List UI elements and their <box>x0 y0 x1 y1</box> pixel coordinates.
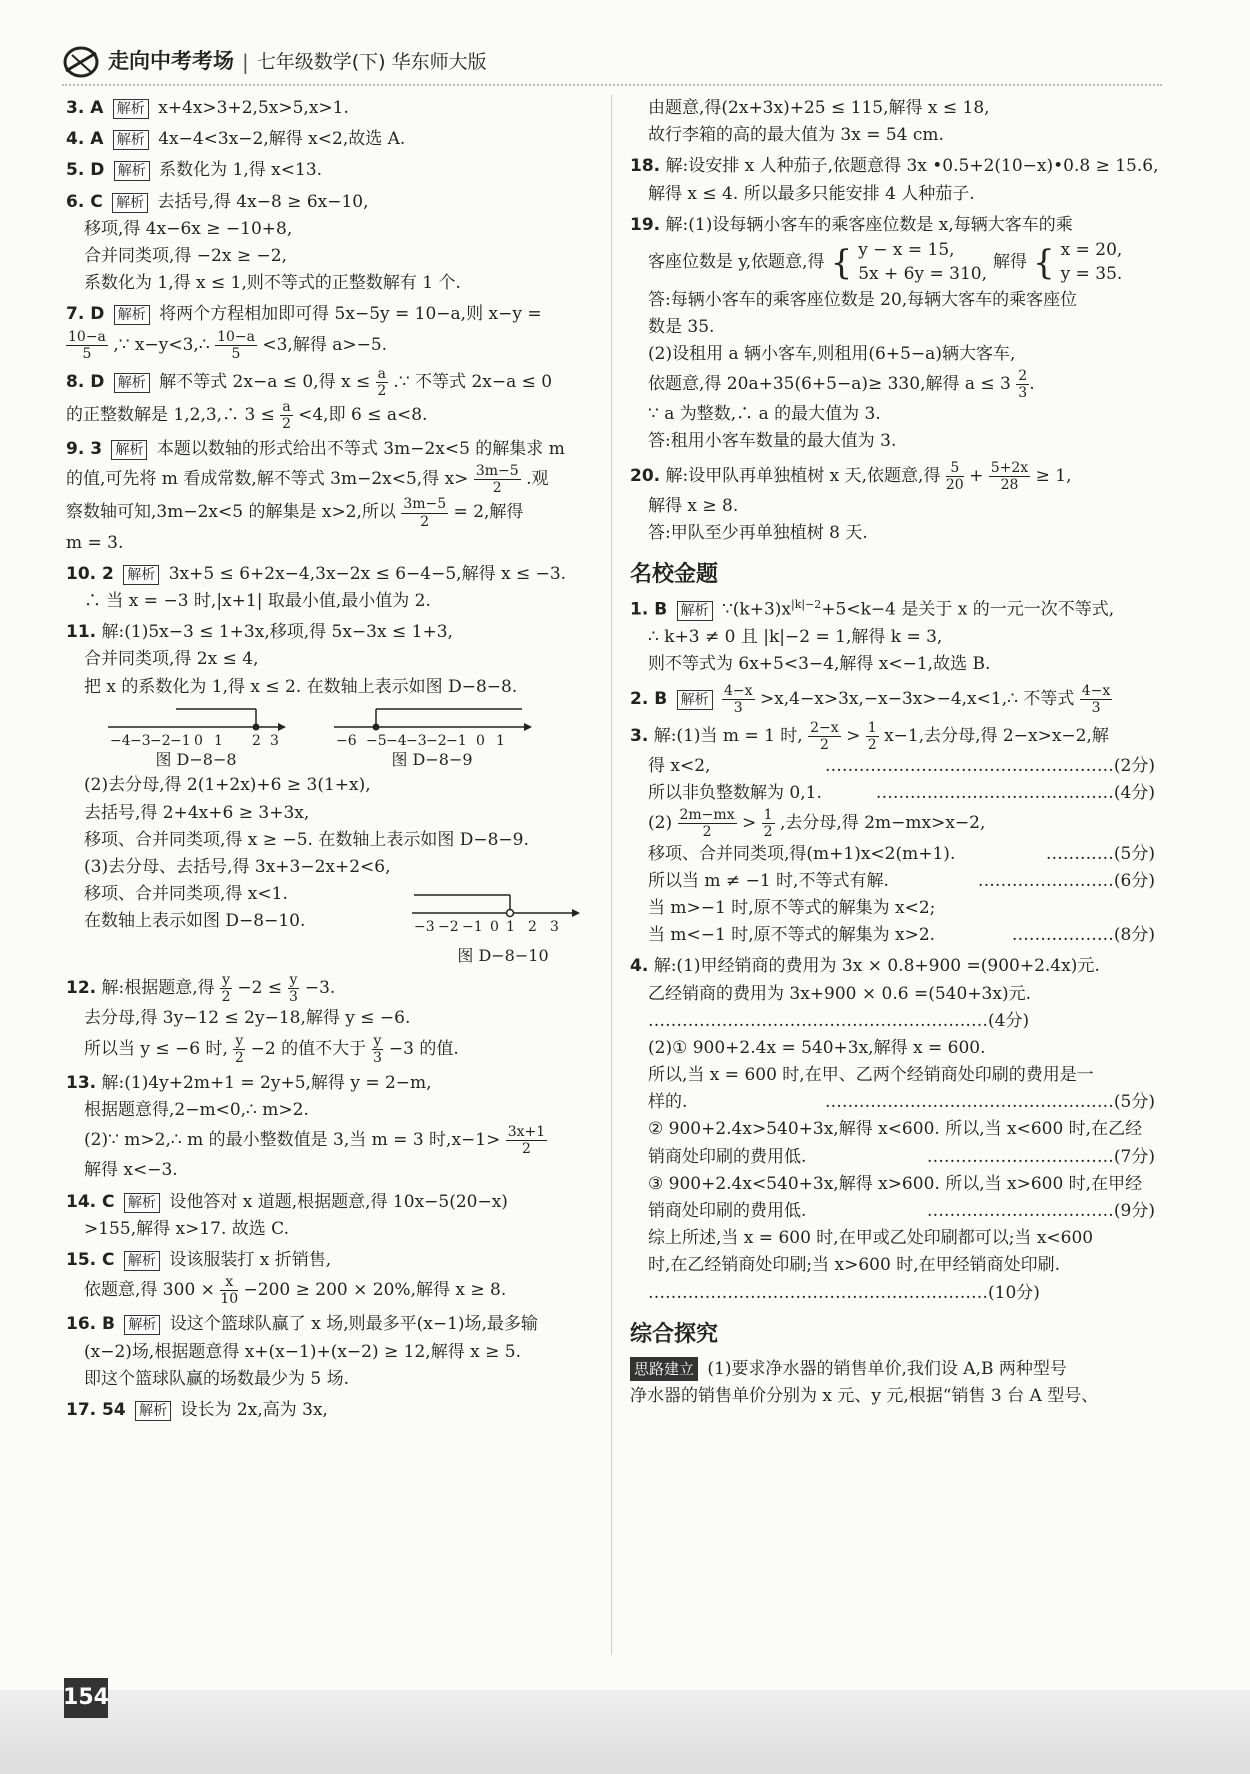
answer-line: 净水器的销售单价分别为 x 元、y 元,根据“销售 3 台 A 型号、 <box>630 1386 1099 1407</box>
answer-line: 解:设安排 x 人种茄子,依题意得 3x •0.5+2(10−x)•0.8 ≥ 15.6, <box>665 156 1159 177</box>
answer-6 <box>66 189 596 298</box>
gold-answer-3 <box>630 720 1155 950</box>
answer-text: x−1,去分母,得 2−x>x−2,解 <box>884 725 1109 746</box>
answer-text: >x,4−x>3x,−x−3x>−4,x<1,∴ 不等式 <box>759 688 1075 709</box>
answer-8 <box>66 366 596 432</box>
column-divider <box>611 95 612 1655</box>
answer-line: 解得 x ≥ 8. <box>648 495 739 516</box>
answer-number: 10. 2 <box>66 563 114 584</box>
answer-text: (2)∵ m>2,∴ m 的最小整数值是 3,当 m = 3 时,x−1> <box>84 1130 501 1151</box>
fraction: $\frac{a}{2}$ <box>282 398 291 432</box>
answer-20 <box>630 460 1155 548</box>
tick-label: −1 <box>462 919 483 934</box>
answer-number: 11. <box>66 622 97 643</box>
answer-line: m = 3. <box>66 532 124 553</box>
jiexi-tag: 解析 <box>111 440 147 460</box>
answer-text: 解:根据题意,得 <box>101 978 215 999</box>
tick-label: −2 <box>426 732 447 747</box>
answer-text: ∵(k+3)x <box>721 600 792 621</box>
answer-line: 设长为 2x,高为 3x, <box>180 1399 328 1420</box>
answer-text: <3,解得 a>−5. <box>262 334 388 355</box>
page-number: 154 <box>64 1678 108 1718</box>
answer-number: 18. <box>630 156 661 177</box>
answer-number: 2. B <box>630 688 668 709</box>
exponent: |k|−2 <box>791 598 822 612</box>
answer-number: 1. B <box>630 600 668 621</box>
answer-text: ,去分母,得 2m−mx>x−2, <box>779 813 986 834</box>
left-column <box>66 95 596 1428</box>
tick-label: −5 <box>366 732 387 747</box>
answer-line: 去括号,得 2+4x+6 ≥ 3+3x, <box>84 802 310 823</box>
answer-line: 合并同类项,得 2x ≤ 4, <box>84 649 259 670</box>
answer-11 <box>66 619 596 968</box>
answer-text: −200 ≥ 200 × 20%,解得 x ≥ 8. <box>243 1280 507 1301</box>
score-mark: ……………………………………(4分) <box>875 783 1155 804</box>
fraction: $\frac{3m-5}{2}$ <box>403 496 447 530</box>
answer-16 <box>66 1311 596 1393</box>
answer-line: 本题以数轴的形式给出不等式 3m−2x<5 的解集求 m <box>156 439 565 460</box>
answer-line: ③ 900+2.4x<540+3x,解得 x>600. 所以,当 x>600 时,在甲经 <box>648 1173 1143 1194</box>
tick-label: −3 <box>130 732 151 747</box>
answer-line: (2)① 900+2.4x = 540+3x,解得 x = 600. <box>648 1037 986 1058</box>
fraction: $\frac{a}{2}$ <box>377 365 387 399</box>
answer-text: −3. <box>304 978 336 999</box>
answer-line: 设该服装打 x 折销售, <box>169 1249 332 1270</box>
answer-text: 的正整数解是 1,2,3,∴ 3 ≤ <box>66 404 275 425</box>
answer-text: .观 <box>526 469 549 490</box>
answer-text: 系数化为 1,得 x<13. <box>159 160 323 181</box>
answer-text: 依题意,得 300 × <box>84 1280 215 1301</box>
section-title-mingxiao: 名校金题 <box>630 562 719 588</box>
answer-line: 把 x 的系数化为 1,得 x ≤ 2. 在数轴上表示如图 D−8−8. <box>84 676 518 697</box>
answer-text: 移项、合并同类项,得(m+1)x<2(m+1). <box>648 843 956 864</box>
equation-system: y − x = 15, 5x + 6y = 310, <box>858 239 987 284</box>
answer-text: −3 的值. <box>388 1038 459 1059</box>
score-mark: …………(5分) <box>1045 843 1155 864</box>
fraction: $\frac{3x+1}{2}$ <box>507 1124 546 1158</box>
score-line: ……………………………………………………(4分) <box>648 1010 1030 1031</box>
jiexi-tag: 解析 <box>123 565 159 585</box>
jiexi-tag: 解析 <box>113 99 149 119</box>
answer-line: 移项、合并同类项,得 x ≥ −5. 在数轴上表示如图 D−8−9. <box>84 829 529 850</box>
answer-number: 6. C <box>66 191 103 212</box>
answer-line: 则不等式为 6x+5<3−4,解得 x<−1,故选 B. <box>648 654 991 675</box>
answer-line: 答:每辆小客车的乘客座位数是 20,每辆大客车的乘客座位 <box>648 289 1078 310</box>
answer-13 <box>66 1070 596 1185</box>
gold-answer-1 <box>630 596 1155 678</box>
answer-line: 设这个篮球队赢了 x 场,则最多平(x−1)场,最多输 <box>169 1314 538 1335</box>
answer-number: 8. D <box>66 371 105 392</box>
jiexi-tag: 解析 <box>113 130 149 150</box>
answer-number: 16. B <box>66 1314 115 1335</box>
answer-text: > <box>846 725 861 746</box>
answer-line: 将两个方程相加即可得 5x−5y = 10−a,则 x−y = <box>159 304 542 325</box>
answer-text: 解:(1)当 m = 1 时, <box>653 725 803 746</box>
answer-19: 19. 解:(1)设每辆小客车的乘客座位数是 x,每辆大客车的乘 客座位数是 y,依题意,得 { y − x = 15, 5x + 6y = 310, 解得 { x = 20, y = 35. 答:每辆小客车的乘客座位数是 20,每辆大客车的乘客座位 数是 35. (2)设租用 a 辆小客车,则租用(6+5−a)辆大客车, 依题意,得 20a+35(6+5−a)≥ 330,解得 a ≤ 3 $\frac{2}{3}$ . ∵ a 为整数,∴ a 的最大值为 3. 答:租用小客车数量的最大值为 3. <box>630 212 1155 456</box>
brand-name: 走向中考考场 <box>108 49 234 74</box>
answer-line: 3x+5 ≤ 6+2x−4,3x−2x ≤ 6−4−5,解得 x ≤ −3. <box>168 563 567 584</box>
tick-label: −4 <box>386 732 407 747</box>
tick-label: 2 <box>252 732 261 747</box>
figure-d-8-10 <box>410 891 596 968</box>
answer-text: +5<k−4 是关于 x 的一元一次不等式, <box>821 600 1115 621</box>
tick-label: 1 <box>496 732 505 747</box>
fraction: $\frac{y}{3}$ <box>289 972 298 1006</box>
answer-number: 19. <box>630 214 661 235</box>
answer-line: 数是 35. <box>648 316 715 337</box>
answer-text: .∵ 不等式 2x−a ≤ 0 <box>393 371 553 392</box>
fraction: $\frac{x}{10}$ <box>220 1274 239 1308</box>
answer-line: 综上所述,当 x = 600 时,在甲或乙处印刷都可以;当 x<600 <box>648 1228 1094 1249</box>
score-mark: ………………(8分) <box>1011 925 1155 946</box>
answer-5 <box>66 157 596 184</box>
answer-line: 去分母,得 3y−12 ≤ 2y−18,解得 y ≤ −6. <box>84 1008 411 1029</box>
answer-line: 解得 x ≤ 4. 所以最多只能安排 4 人种茄子. <box>648 183 975 204</box>
answer-line: 解:(1)4y+2m+1 = 2y+5,解得 y = 2−m, <box>101 1072 432 1093</box>
answer-3 <box>66 95 596 122</box>
answer-17-continued <box>630 95 1155 149</box>
answer-line: 时,在乙经销商处印刷;当 x>600 时,在甲经销商处印刷. <box>648 1255 1061 1276</box>
answer-text: > <box>742 813 757 834</box>
number-line-d-8-8 <box>106 705 286 747</box>
answer-text: 所以当 y ≤ −6 时, <box>84 1038 228 1059</box>
answer-text: 察数轴可知,3m−2x<5 的解集是 x>2,所以 <box>66 502 396 523</box>
answer-line: (3)去分母、去括号,得 3x+3−2x+2<6, <box>84 856 391 877</box>
answer-15 <box>66 1247 596 1307</box>
logo-icon <box>62 45 100 79</box>
answer-number: 9. 3 <box>66 439 103 460</box>
fraction: $\frac{2m-mx}{2}$ <box>679 807 735 841</box>
score-line: ……………………………………………………(10分) <box>648 1282 1040 1303</box>
answer-line: 所以,当 x = 600 时,在甲、乙两个经销商处印刷的费用是一 <box>648 1065 1094 1086</box>
answer-line: 解得 x<−3. <box>84 1160 178 1181</box>
answer-line: (2)设租用 a 辆小客车,则租用(6+5−a)辆大客车, <box>648 343 1016 364</box>
solution-system: x = 20, y = 35. <box>1060 239 1123 284</box>
answer-12 <box>66 972 596 1066</box>
fraction: $\frac{y}{3}$ <box>373 1032 382 1066</box>
answer-text: 的值,可先将 m 看成常数,解不等式 3m−2x<5,得 x> <box>66 469 469 490</box>
answer-number: 3. <box>630 725 649 746</box>
answer-17 <box>66 1397 596 1424</box>
tick-label: 1 <box>506 919 515 934</box>
tick-label: −1 <box>446 732 467 747</box>
answer-text: 解:设甲队再单独植树 x 天,依题意,得 <box>665 465 941 486</box>
thinking-hint <box>630 1356 1155 1410</box>
fraction: $\frac{5+2x}{28}$ <box>990 459 1029 493</box>
answer-line: 由题意,得(2x+3x)+25 ≤ 115,解得 x ≤ 18, <box>648 98 990 118</box>
answer-line: (2)去分母,得 2(1+2x)+6 ≥ 3(1+x), <box>84 775 371 796</box>
figure-caption: 图 D−8−8 <box>155 749 237 769</box>
answer-text: (2) <box>648 813 673 834</box>
footer-band <box>0 1690 1250 1774</box>
answer-number: 13. <box>66 1072 97 1093</box>
fraction: $\frac{y}{2}$ <box>234 1032 244 1066</box>
number-line-d-8-10 <box>410 891 580 933</box>
tick-label: −2 <box>150 732 171 747</box>
score-mark: ……………………………………………(2分) <box>824 756 1155 776</box>
header-separator: | <box>242 50 249 74</box>
answer-line: ∴ k+3 ≠ 0 且 |k|−2 = 1,解得 k = 3, <box>648 627 943 648</box>
fraction: $\frac{y}{2}$ <box>221 972 231 1006</box>
tick-label: 3 <box>270 732 279 747</box>
jiexi-tag: 解析 <box>114 305 150 325</box>
tick-label: −1 <box>170 732 191 747</box>
answer-line: 合并同类项,得 −2x ≥ −2, <box>84 245 287 266</box>
answer-line: 在数轴上表示如图 D−8−10. <box>84 911 306 932</box>
answer-4 <box>66 126 596 153</box>
tick-label: 2 <box>528 919 537 934</box>
jiexi-tag: 解析 <box>124 1251 160 1271</box>
answer-number: 14. C <box>66 1191 115 1212</box>
answer-text: 所以当 m ≠ −1 时,不等式有解. <box>648 870 889 891</box>
tick-label: 0 <box>194 732 203 747</box>
fraction: $\frac{4-x}{3}$ <box>1081 682 1111 716</box>
gold-answer-2 <box>630 683 1155 716</box>
answer-7 <box>66 301 596 361</box>
jiexi-tag: 解析 <box>112 193 148 213</box>
score-mark: ……………………………(9分) <box>926 1201 1155 1221</box>
right-column <box>630 95 1159 1414</box>
answer-text: 样的. <box>648 1092 688 1113</box>
fraction: $\frac{10-a}{5}$ <box>68 328 106 362</box>
brace-icon: { <box>1032 242 1055 283</box>
figure-d-8-8 <box>106 705 286 773</box>
answer-line: 答:租用小客车数量的最大值为 3. <box>648 431 897 452</box>
figure-d-8-9 <box>332 705 532 773</box>
score-mark: ……………………………(7分) <box>926 1146 1155 1167</box>
answer-line: ② 900+2.4x>540+3x,解得 x<600. 所以,当 x<600 时,在乙经 <box>648 1119 1143 1140</box>
fraction: $\frac{1}{2}$ <box>867 719 877 753</box>
answer-text: = 2,解得 <box>453 502 524 523</box>
answer-line: (x−2)场,根据题意得 x+(x−1)+(x−2) ≥ 12,解得 x ≥ 5. <box>84 1341 521 1362</box>
answer-text: 解得 <box>992 252 1027 273</box>
page-header <box>62 40 1162 86</box>
answer-line: 系数化为 1,得 x ≤ 1,则不等式的正整数解有 1 个. <box>84 273 461 294</box>
jiexi-tag: 解析 <box>135 1401 171 1421</box>
answer-text: 客座位数是 y,依题意,得 <box>648 252 825 273</box>
answer-text: ,∵ x−y<3,∴ <box>113 334 210 355</box>
tick-label: −3 <box>414 919 435 934</box>
tick-label: −4 <box>110 732 131 747</box>
answer-text: 当 m<−1 时,原不等式的解集为 x>2. <box>648 925 936 946</box>
tick-label: 1 <box>214 732 223 747</box>
answer-number: 17. 54 <box>66 1399 126 1420</box>
tick-label: −2 <box>438 919 459 934</box>
book-subtitle: 七年级数学(下) 华东师大版 <box>256 50 487 73</box>
answer-line: 设他答对 x 道题,根据题意,得 10x−5(20−x) <box>169 1191 508 1212</box>
gold-answer-4 <box>630 953 1155 1306</box>
tick-label: 0 <box>476 732 485 747</box>
answer-line: 解:(1)甲经销商的费用为 3x × 0.8+900 =(900+2.4x)元. <box>653 956 1100 977</box>
fraction: $\frac{2}{3}$ <box>1018 368 1028 402</box>
answer-line: ∵ a 为整数,∴ a 的最大值为 3. <box>648 404 881 425</box>
answer-text: −2 ≤ <box>237 978 283 999</box>
answer-text: −2 的值不大于 <box>250 1038 367 1059</box>
answer-text: 4x−4<3x−2,解得 x<2,故选 A. <box>158 129 406 150</box>
answer-text: + <box>969 465 984 486</box>
answer-line: 根据题意得,2−m<0,∴ m>2. <box>84 1100 309 1120</box>
fraction: $\frac{5}{20}$ <box>945 459 964 493</box>
tick-label: 0 <box>490 919 499 934</box>
jiexi-tag: 解析 <box>114 373 150 393</box>
answer-text: <4,即 6 ≤ a<8. <box>298 404 428 425</box>
answer-text: 得 x<2, <box>648 756 711 776</box>
answer-text: 依题意,得 20a+35(6+5−a)≥ 330,解得 a ≤ 3 <box>648 374 1011 395</box>
answer-text: ≥ 1, <box>1035 465 1072 486</box>
answer-line: >155,解得 x>17. 故选 C. <box>84 1218 289 1239</box>
answer-number: 20. <box>630 465 661 486</box>
answer-line: 解:(1)5x−3 ≤ 1+3x,移项,得 5x−3x ≤ 1+3, <box>101 622 453 643</box>
answer-18 <box>630 153 1159 207</box>
jiexi-tag: 解析 <box>124 1315 160 1335</box>
answer-number: 3. A <box>66 98 104 118</box>
jiexi-tag: 解析 <box>114 161 150 181</box>
answer-text: x+4x>3+2,5x>5,x>1. <box>158 98 349 118</box>
fraction: $\frac{4-x}{3}$ <box>723 682 753 716</box>
jiexi-tag: 解析 <box>124 1193 160 1213</box>
number-line-figures <box>106 705 596 773</box>
answer-9 <box>66 436 596 557</box>
answer-text: 销商处印刷的费用低. <box>648 1201 807 1221</box>
answer-number: 7. D <box>66 304 105 325</box>
tick-label: −6 <box>336 732 357 747</box>
fraction: $\frac{3m-5}{2}$ <box>475 463 519 497</box>
answer-text: 销商处印刷的费用低. <box>648 1146 807 1167</box>
answer-number: 12. <box>66 978 97 999</box>
jiexi-tag: 解析 <box>677 601 713 621</box>
answer-number: 5. D <box>66 160 105 181</box>
section-title-zonghe: 综合探究 <box>630 1321 719 1347</box>
score-mark: ……………………………………………(5分) <box>824 1092 1155 1113</box>
score-mark: ……………………(6分) <box>977 870 1155 891</box>
answer-number: 4. <box>630 956 649 977</box>
figure-caption: 图 D−8−9 <box>391 749 473 769</box>
answer-line: 故行李箱的高的最大值为 3x = 54 cm. <box>648 125 944 146</box>
answer-line: 移项,得 4x−6x ≥ −10+8, <box>84 218 293 239</box>
fraction: $\frac{1}{2}$ <box>763 807 773 841</box>
jiexi-tag: 解析 <box>677 690 713 710</box>
figure-caption: 图 D−8−10 <box>457 945 549 965</box>
brace-icon: { <box>830 242 853 283</box>
answer-line: 去括号,得 4x−8 ≥ 6x−10, <box>157 191 369 212</box>
answer-text: (1)要求净水器的销售单价,我们设 A,B 两种型号 <box>707 1358 1067 1379</box>
answer-line: 移项、合并同类项,得 x<1. <box>84 884 288 905</box>
number-line-d-8-9 <box>332 705 532 747</box>
fraction: $\frac{10-a}{5}$ <box>217 328 255 362</box>
answer-10 <box>66 561 596 615</box>
answer-line: 答:甲队至少再单独植树 8 天. <box>648 523 868 544</box>
answer-number: 15. C <box>66 1249 115 1270</box>
answer-line: 乙经销商的费用为 3x+900 × 0.6 =(540+3x)元. <box>648 983 1031 1004</box>
fraction: $\frac{2-x}{2}$ <box>810 719 839 753</box>
answer-line: ∴ 当 x = −3 时,|x+1| 取最小值,最小值为 2. <box>84 591 431 611</box>
answer-14 <box>66 1189 596 1243</box>
answer-line: 当 m>−1 时,原不等式的解集为 x<2; <box>648 897 936 918</box>
answer-text: 所以非负整数解为 0,1. <box>648 783 822 804</box>
thinking-tag: 思路建立 <box>630 1357 698 1381</box>
answer-line: 即这个篮球队赢的场数最少为 5 场. <box>84 1368 350 1389</box>
answer-line: 解:(1)设每辆小客车的乘客座位数是 x,每辆大客车的乘 <box>665 214 1073 235</box>
answer-text: 解不等式 2x−a ≤ 0,得 x ≤ <box>159 371 371 392</box>
tick-label: 3 <box>550 919 559 934</box>
answer-number: 4. A <box>66 129 104 150</box>
tick-label: −3 <box>406 732 427 747</box>
